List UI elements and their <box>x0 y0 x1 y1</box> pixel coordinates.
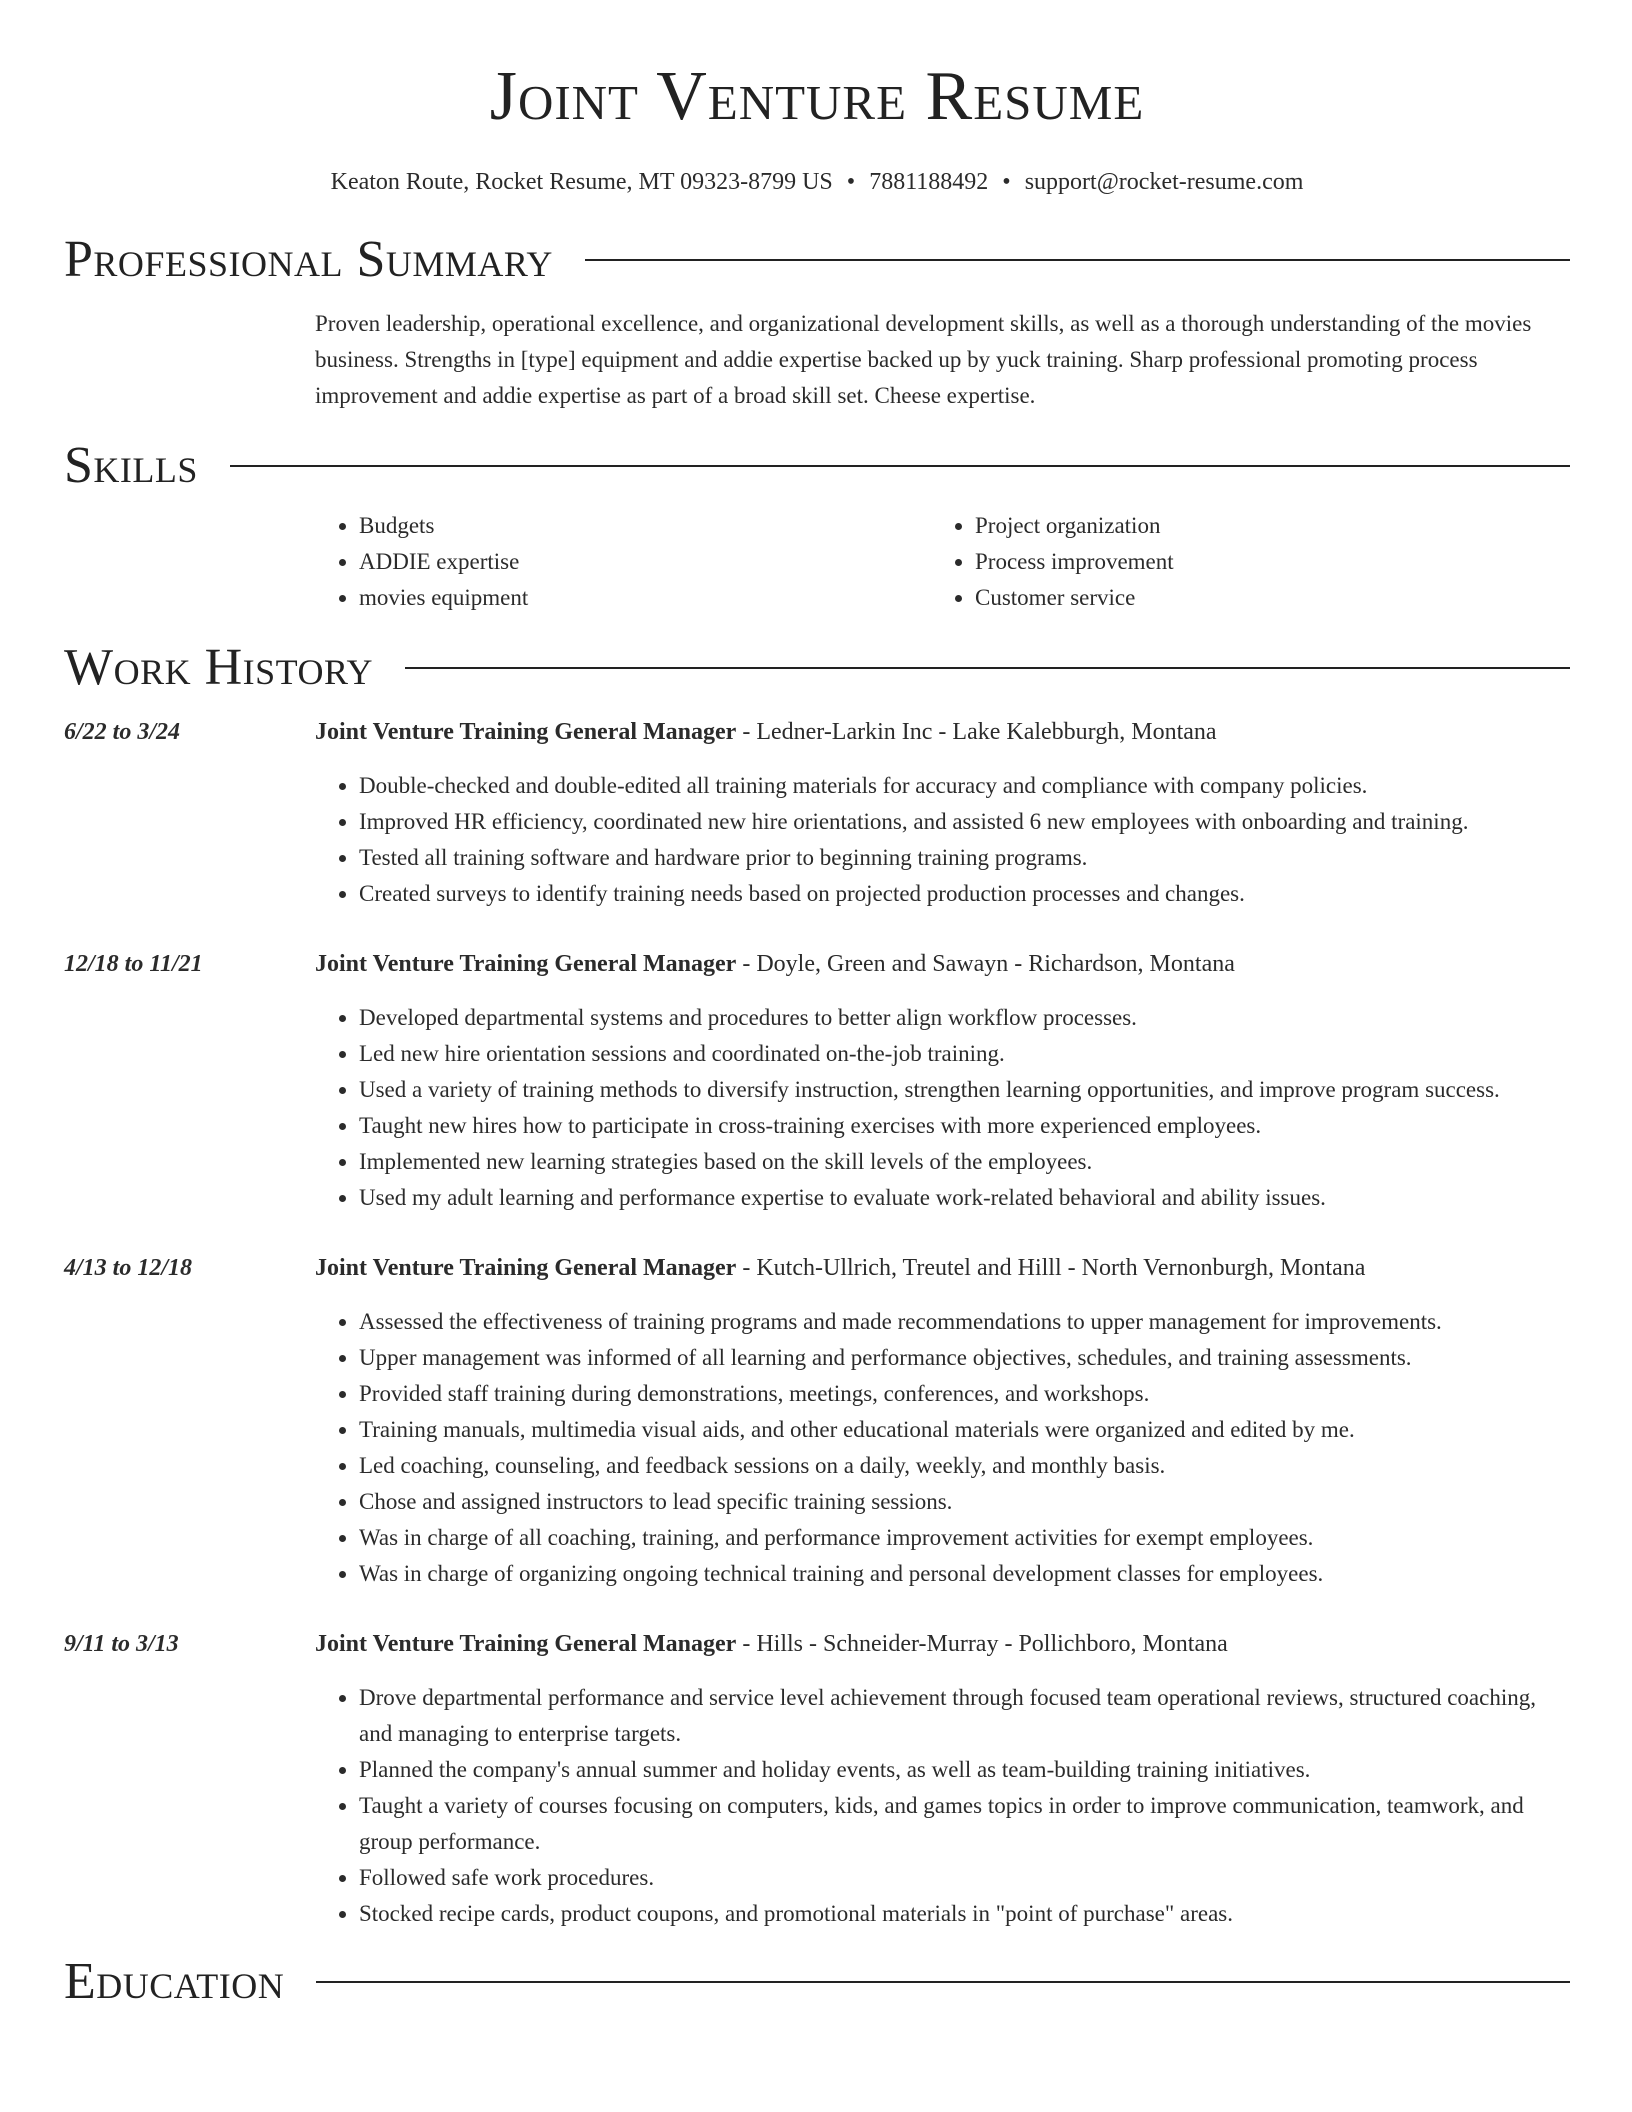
skills-heading: Skills <box>64 437 198 494</box>
job-body <box>315 1626 1570 1932</box>
summary-text: Proven leadership, operational excellence, and organizational development skills, as well as a thorough understanding of the movies business. Strengths in [type] equipment and addie expertise backed up by yuck training. Sharp professional promoting process improvement and addie expertise as part of a broad skill set. Cheese expertise. <box>315 311 1532 408</box>
job-dates: 6/22 to 3/24 <box>64 719 181 745</box>
section-divider <box>230 465 1570 467</box>
skill-item: • Customer service <box>975 580 1547 616</box>
job-title-line <box>315 714 1570 750</box>
job-bullet: • Upper management was informed of all learning and performance objectives, schedules, and training assessments. <box>359 1340 1570 1376</box>
contact-separator: • <box>846 169 856 195</box>
job-bullet: • Used a variety of training methods to diversify instruction, strengthen learning opportunities, and improve program success. <box>359 1072 1570 1108</box>
skills-section-header <box>64 437 1570 494</box>
skills-list <box>315 508 1570 616</box>
job-employer: - Kutch-Ullrich, Treutel and Hilll - North Vernonburgh, Montana <box>736 1255 1366 1281</box>
job-dates: 9/11 to 3/13 <box>64 1631 179 1657</box>
job-body <box>315 946 1570 1216</box>
job-bullet: • Developed departmental systems and procedures to better align workflow processes. <box>359 1000 1570 1036</box>
job-bullet: • Drove departmental performance and service level achievement through focused team operational reviews, structured coaching, and managing to enterprise targets. <box>359 1680 1570 1752</box>
job-bullet: • Chose and assigned instructors to lead specific training sessions. <box>359 1484 1570 1520</box>
job-dates: 12/18 to 11/21 <box>64 951 203 977</box>
job-bullet: • Stocked recipe cards, product coupons, and promotional materials in "point of purchase" areas. <box>359 1896 1570 1932</box>
work-section-header <box>64 639 1570 696</box>
job-title-line <box>315 946 1570 982</box>
job-bullets <box>315 1304 1570 1592</box>
job-employer: - Doyle, Green and Sawayn - Richardson, Montana <box>736 951 1235 977</box>
section-divider <box>316 1981 1570 1983</box>
contact-email: support@rocket-resume.com <box>1024 169 1304 195</box>
job-bullet: • Used my adult learning and performance expertise to evaluate work-related behavioral and ability issues. <box>359 1180 1570 1216</box>
job-employer: - Ledner-Larkin Inc - Lake Kalebburgh, Montana <box>736 719 1217 745</box>
job-title: Joint Venture Training General Manager <box>315 1255 737 1281</box>
skill-item: • Process improvement <box>975 544 1547 580</box>
job-entry <box>64 1250 1570 1592</box>
job-title: Joint Venture Training General Manager <box>315 1631 737 1657</box>
job-body <box>315 1250 1570 1592</box>
skill-item: • Project organization <box>975 508 1547 544</box>
job-body <box>315 714 1570 912</box>
job-bullet: • Taught a variety of courses focusing on computers, kids, and games topics in order to improve communication, teamwork, and group performance. <box>359 1788 1570 1860</box>
job-bullets <box>315 768 1570 912</box>
job-bullet: • Was in charge of organizing ongoing technical training and personal development classes for employees. <box>359 1556 1570 1592</box>
job-bullet: • Training manuals, multimedia visual aids, and other educational materials were organized and edited by me. <box>359 1412 1570 1448</box>
summary-heading: Professional Summary <box>64 231 553 288</box>
skills-column-left <box>315 508 931 616</box>
job-title: Joint Venture Training General Manager <box>315 951 737 977</box>
job-title-line <box>315 1250 1570 1286</box>
skill-item: • Budgets <box>359 508 931 544</box>
job-entry <box>64 1626 1570 1932</box>
job-bullet: • Followed safe work procedures. <box>359 1860 1570 1896</box>
section-divider <box>585 259 1570 261</box>
skill-item: • movies equipment <box>359 580 931 616</box>
contact-phone: 7881188492 <box>869 169 989 195</box>
education-heading: Education <box>64 1953 285 2010</box>
section-divider <box>405 667 1570 669</box>
job-bullets <box>315 1680 1570 1932</box>
job-dates: 4/13 to 12/18 <box>64 1255 193 1281</box>
job-bullet: • Taught new hires how to participate in cross-training exercises with more experienced employees. <box>359 1108 1570 1144</box>
contact-address: Keaton Route, Rocket Resume, MT 09323-8799 US <box>330 169 833 195</box>
job-bullets <box>315 1000 1570 1216</box>
job-bullet: • Planned the company's annual summer and holiday events, as well as team-building training initiatives. <box>359 1752 1570 1788</box>
job-title-line <box>315 1626 1570 1662</box>
job-bullet: • Implemented new learning strategies based on the skill levels of the employees. <box>359 1144 1570 1180</box>
job-entry <box>64 714 1570 912</box>
resume-name: Joint Venture Resume <box>489 58 1145 135</box>
contact-line <box>64 169 1570 196</box>
summary-section-header <box>64 231 1570 288</box>
job-bullet: • Tested all training software and hardware prior to beginning training programs. <box>359 840 1570 876</box>
job-bullet: • Led coaching, counseling, and feedback sessions on a daily, weekly, and monthly basis. <box>359 1448 1570 1484</box>
education-section-header <box>64 1953 1570 2010</box>
contact-separator: • <box>1002 169 1011 195</box>
work-heading: Work History <box>64 639 374 696</box>
job-entry <box>64 946 1570 1216</box>
job-bullet: • Improved HR efficiency, coordinated new hire orientations, and assisted 6 new employees with onboarding and training. <box>359 804 1570 840</box>
job-bullet: • Was in charge of all coaching, training, and performance improvement activities for exempt employees. <box>359 1520 1570 1556</box>
skills-column-right <box>931 508 1547 616</box>
job-bullet: • Double-checked and double-edited all training materials for accuracy and compliance with company policies. <box>359 768 1570 804</box>
job-bullet: • Created surveys to identify training needs based on projected production processes and changes. <box>359 876 1570 912</box>
job-employer: - Hills - Schneider-Murray - Pollichboro, Montana <box>736 1631 1228 1657</box>
job-bullet: • Led new hire orientation sessions and coordinated on-the-job training. <box>359 1036 1570 1072</box>
job-bullet: • Provided staff training during demonstrations, meetings, conferences, and workshops. <box>359 1376 1570 1412</box>
skill-item: • ADDIE expertise <box>359 544 931 580</box>
resume-page <box>64 0 1570 2008</box>
job-title: Joint Venture Training General Manager <box>315 719 737 745</box>
job-bullet: • Assessed the effectiveness of training programs and made recommendations to upper management for improvements. <box>359 1304 1570 1340</box>
